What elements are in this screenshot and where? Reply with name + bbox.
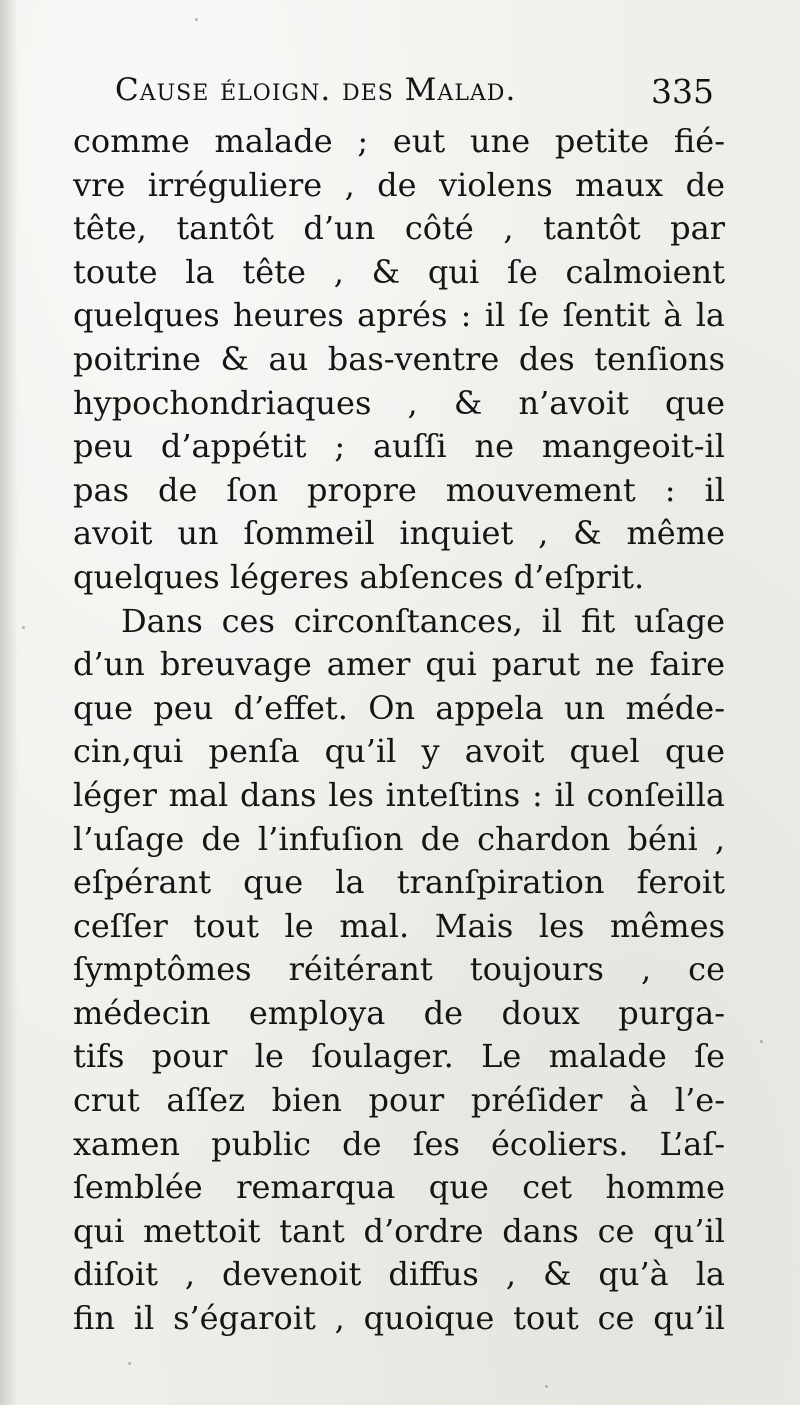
text-line: ceſſer tout le mal. Mais les mêmes [73, 906, 725, 945]
page-number: 335 [651, 72, 714, 111]
text-line: peu d’appétit ; auſſi ne mangeoit-il [73, 427, 725, 466]
text-line: xamen public de ſes écoliers. L’aſ- [73, 1124, 725, 1163]
text-line: hypochondriaques , & n’avoit que [73, 383, 725, 422]
text-line: ſemblée remarqua que cet homme [73, 1168, 725, 1207]
running-title: Cause éloign. des Malad. [115, 72, 517, 108]
text-line: quelques heures aprés : il ſe ſentit à la [73, 296, 725, 335]
text-line: vre irréguliere , de violens maux de [73, 165, 725, 204]
text-line: poitrine & au bas-ventre des tenſions [73, 339, 725, 378]
text-line: léger mal dans les inteſtins : il conſeilla [73, 775, 725, 814]
text-line: fin il s’égaroit , quoique tout ce qu’il [73, 1299, 725, 1338]
text-line: quelques légeres abſences d’eſprit. [73, 557, 645, 596]
text-line: eſpérant que la tranſpiration feroit [73, 863, 725, 902]
text-line: médecin employa de doux purga- [73, 993, 725, 1032]
body-text [73, 120, 725, 1341]
text-line: pas de ſon propre mouvement : il [73, 470, 725, 509]
paper-speck [22, 626, 25, 629]
paper-speck [760, 1040, 763, 1043]
paper-speck [195, 18, 198, 21]
text-line: l’uſage de l’infuſion de chardon béni , [73, 819, 725, 858]
text-line: que peu d’effet. On appela un méde- [73, 688, 725, 727]
text-line: cin,qui penſa qu’il y avoit quel que [73, 732, 725, 771]
text-line: avoit un ſommeil inquiet , & même [73, 514, 725, 553]
text-line: ſymptômes réitérant toujours , ce [73, 950, 725, 989]
text-line: diſoit , devenoit diffus , & qu’à la [73, 1255, 725, 1294]
text-line: crut aſſez bien pour préſider à l’e- [73, 1081, 725, 1120]
text-line: tête, tantôt d’un côté , tantôt par [73, 209, 725, 248]
text-line: qui mettoit tant d’ordre dans ce qu’il [73, 1211, 725, 1250]
page-edge-shadow [0, 0, 18, 1405]
text-line: toute la tête , & qui ſe calmoient [73, 252, 725, 291]
text-line: comme malade ; eut une petite fié- [73, 122, 725, 160]
text-line: d’un breuvage amer qui parut ne faire [73, 645, 725, 684]
running-head [70, 70, 730, 122]
paper-speck [545, 1385, 548, 1388]
paragraph-1 [73, 120, 725, 600]
paper-speck [128, 1362, 131, 1365]
text-line: Dans ces circonſtances, il fit uſage [121, 601, 725, 640]
text-line: tifs pour le ſoulager. Le malade ſe [73, 1037, 725, 1076]
paragraph-2 [73, 600, 725, 1341]
